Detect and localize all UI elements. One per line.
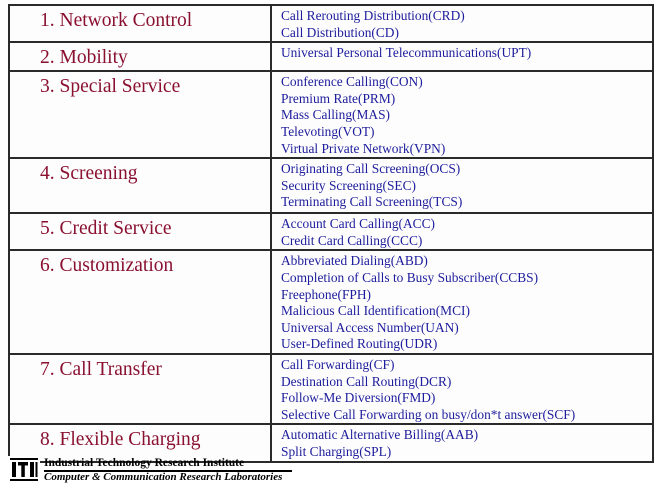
service-list: [271, 354, 653, 424]
service-table-body: [9, 5, 653, 462]
category-title: 1. Network Control: [9, 5, 271, 42]
footer: [8, 456, 654, 484]
service-item: Universal Personal Telecommunications(UPT): [281, 45, 532, 61]
category-title: 5. Credit Service: [9, 213, 271, 250]
category-title: 3. Special Service: [9, 71, 271, 158]
service-list: [271, 42, 653, 71]
service-list: [271, 213, 653, 250]
service-item: Completion of Calls to Busy Subscriber(CCBS): [281, 269, 539, 285]
service-item: Televoting(VOT): [281, 123, 375, 139]
service-item: Credit Card Calling(CCC): [281, 232, 423, 248]
service-item: Mass Calling(MAS): [281, 107, 390, 123]
service-list: [271, 250, 653, 354]
service-item: Freephone(FPH): [281, 286, 372, 302]
service-item: Destination Call Routing(DCR): [281, 373, 452, 389]
laboratory-name: Computer & Communication Research Laboratories: [44, 471, 283, 483]
category-title: 2. Mobility: [9, 42, 271, 71]
service-item: Call Distribution(CD): [281, 24, 399, 40]
service-item: Terminating Call Screening(TCS): [281, 194, 463, 210]
service-item: Conference Calling(CON): [281, 74, 423, 90]
category-row: [9, 158, 653, 213]
service-item: Automatic Alternative Billing(AAB): [281, 427, 479, 443]
category-title: 6. Customization: [9, 250, 271, 354]
service-item: Split Charging(SPL): [281, 443, 392, 459]
category-title: 8. Flexible Charging: [9, 424, 271, 461]
service-item: Follow-Me Diversion(FMD): [281, 390, 436, 406]
category-row: [9, 42, 653, 71]
category-row: [9, 5, 653, 42]
service-item: Abbreviated Dialing(ABD): [281, 253, 428, 269]
category-row: [9, 250, 653, 354]
service-table: [8, 4, 654, 463]
category-row: [9, 354, 653, 424]
service-item: Malicious Call Identification(MCI): [281, 303, 470, 319]
service-item: Originating Call Screening(OCS): [281, 161, 461, 177]
service-item: Virtual Private Network(VPN): [281, 140, 446, 156]
service-item: Call Rerouting Distribution(CRD): [281, 8, 465, 23]
service-list: [271, 158, 653, 213]
itri-logo-icon: [8, 456, 40, 483]
service-item: Universal Access Number(UAN): [281, 319, 459, 335]
category-row: [9, 213, 653, 250]
service-item: Premium Rate(PRM): [281, 90, 396, 106]
service-item: Call Forwarding(CF): [281, 356, 395, 372]
service-item: User-Defined Routing(UDR): [281, 336, 438, 352]
service-item: Selective Call Forwarding on busy/don*t answer(SCF): [281, 406, 576, 422]
service-item: Security Screening(SEC): [281, 177, 416, 193]
organization-name: Industrial Technology Research Institute: [44, 457, 245, 469]
category-title: 7. Call Transfer: [9, 354, 271, 424]
category-row: [9, 71, 653, 158]
service-list: [271, 5, 653, 42]
service-list: [271, 71, 653, 158]
service-item: Account Card Calling(ACC): [281, 216, 435, 232]
category-title: 4. Screening: [9, 158, 271, 213]
